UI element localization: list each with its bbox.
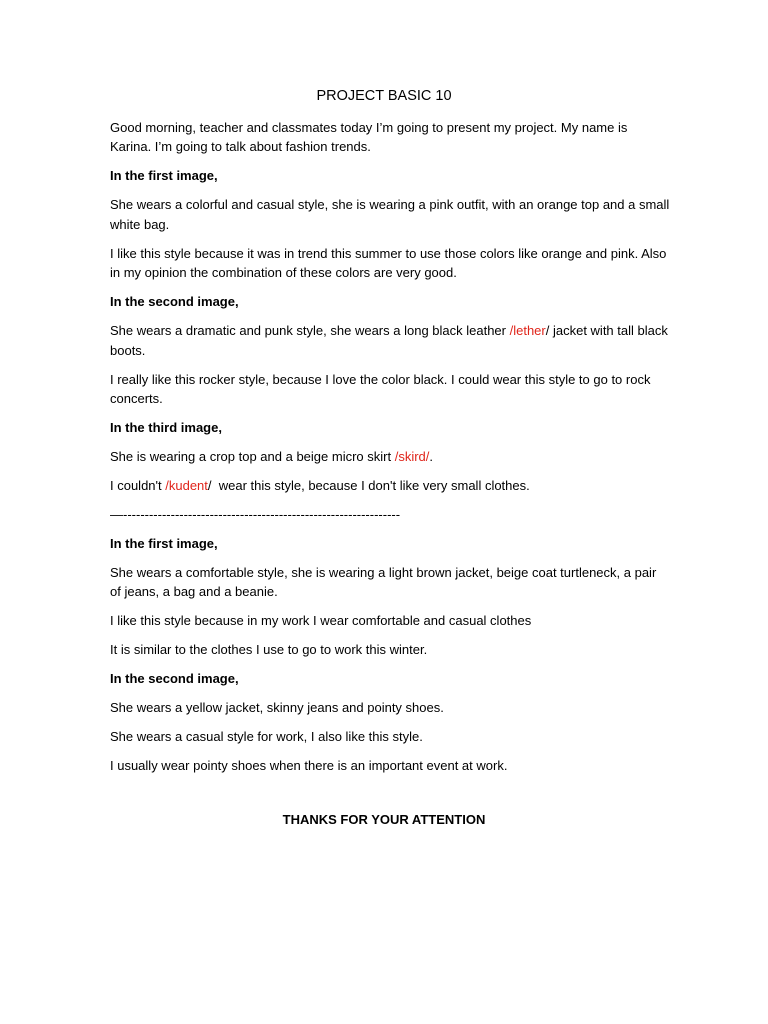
second-image-description-2: She wears a yellow jacket, skinny jeans and pointy shoes. (110, 700, 444, 716)
first-image-note-2: It is similar to the clothes I use to go to work this winter. (110, 642, 428, 658)
second-image-description (110, 321, 670, 360)
third-image-description (110, 447, 670, 466)
third-opinion-text-b: / wear this style, because I don't like very small clothes. (207, 478, 530, 494)
first-image-opinion-2: I like this style because in my work I wear comfortable and casual clothes (110, 613, 532, 629)
phonetic-kudent: /kudent (165, 478, 208, 494)
section-divider: —---------------------------------------------------------------- (110, 507, 401, 523)
phonetic-lether: /lether (509, 323, 546, 339)
second-desc-text-a: She wears a dramatic and punk style, she wears a long black leather (110, 323, 510, 339)
section-heading-first-image: In the first image, (110, 168, 218, 184)
section-heading-second-image-2: In the second image, (110, 671, 239, 687)
closing-line: THANKS FOR YOUR ATTENTION (282, 812, 486, 827)
third-opinion-text-a: I couldn't (110, 478, 166, 494)
third-desc-text-a: She is wearing a crop top and a beige micro skirt (110, 449, 395, 465)
section-heading-third-image: In the third image, (110, 420, 222, 436)
first-image-description: She wears a colorful and casual style, she is wearing a pink outfit, with an orange top and a small white bag. (110, 197, 670, 232)
second-image-opinion: I really like this rocker style, because I love the color black. I could wear this style to go to rock concerts. (110, 371, 651, 407)
second-desc-text-b: / jacket with tall black boots. (110, 323, 668, 358)
second-image-note-2: I usually wear pointy shoes when there is an important event at work. (110, 758, 508, 774)
intro-paragraph: Good morning, teacher and classmates today I’m going to present my project. My name is Karina. I’m going to talk about fashion trends. (110, 120, 628, 155)
page-title: PROJECT BASIC 10 (316, 88, 452, 104)
second-image-opinion-2: She wears a casual style for work, I also like this style. (110, 729, 423, 745)
third-image-opinion (110, 476, 670, 495)
first-image-opinion: I like this style because it was in trend this summer to use those colors like orange and pink. Also in my opinion the combination of these colors are very good. (110, 245, 667, 281)
document-body (110, 118, 670, 785)
third-desc-text-b: . (429, 449, 433, 465)
section-heading-first-image-2: In the first image, (110, 536, 218, 552)
section-heading-second-image: In the second image, (110, 294, 239, 310)
phonetic-skird: /skird/ (394, 449, 430, 465)
first-image-description-2: She wears a comfortable style, she is wearing a light brown jacket, beige coat turtleneck, a pair of jeans, a bag and a beanie. (110, 565, 657, 600)
